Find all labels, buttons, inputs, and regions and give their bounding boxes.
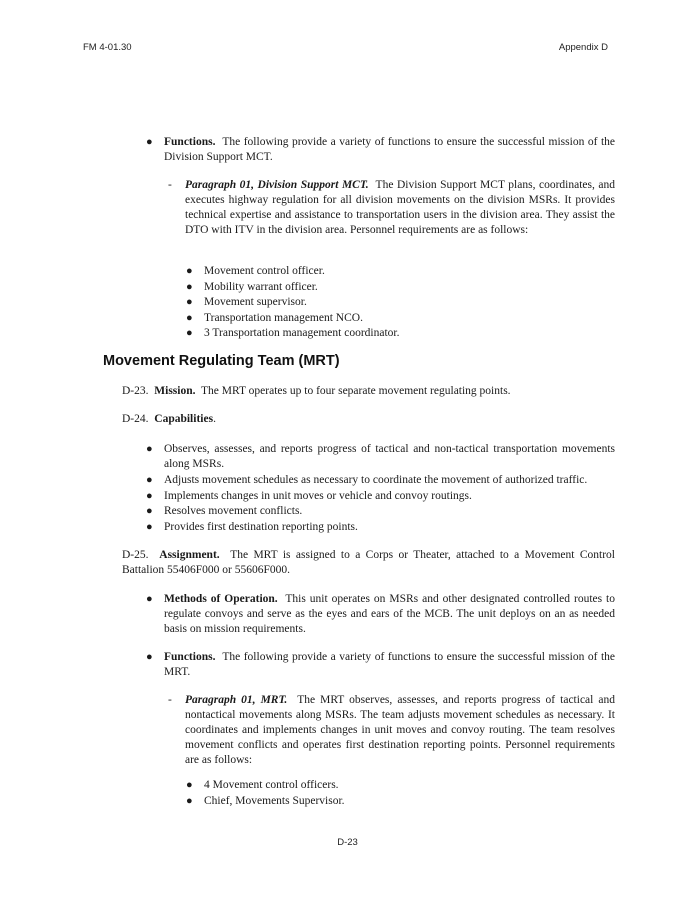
assignment-text: The MRT is assigned to a Corps or Theater, attached to a Movement Control Battalion 55406F000 or 55606F000. [122,549,615,576]
list-item: Observes, assesses, and reports progress of tactical and non-tactical transportation movements along MSRs. [164,443,615,470]
mission-label: Mission. [154,385,196,397]
list-item: 3 Transportation management coordinator. [204,327,400,339]
bullet-icon: ● [186,281,193,293]
paragraph-number: D-23. [122,385,149,397]
assignment-label: Assignment. [159,549,220,561]
bullet-icon: ● [186,312,193,324]
functions-paragraph-2 [164,650,615,680]
list-item: Adjusts movement schedules as necessary to coordinate the movement of authorized traffic. [164,474,588,486]
functions-paragraph-1 [164,135,615,165]
paragraph-d23 [122,384,622,399]
list-item: Resolves movement conflicts. [164,505,303,517]
list-item: Provides first destination reporting points. [164,521,358,533]
capabilities-label: Capabilities [154,413,214,425]
functions-text: The following provide a variety of functions to ensure the successful mission of the Division Support MCT. [164,136,616,163]
paragraph-01-mrt [185,693,615,768]
functions-label: Functions. [164,651,216,663]
list-item: Transportation management NCO. [204,312,363,324]
paragraph-d25 [122,548,615,578]
bullet-icon: ● [186,296,193,308]
list-item: 4 Movement control officers. [204,779,339,791]
functions-label: Functions. [164,136,216,148]
list-item: Implements changes in unit moves or vehicle and convoy routings. [164,490,472,502]
section-heading: Movement Regulating Team (MRT) [103,353,340,369]
mission-text: The MRT operates up to four separate movement regulating points. [201,385,511,397]
paragraph-text: The MRT observes, assesses, and reports progress of tactical and nontactical movements along MSRs. The team adjusts movement schedules as necessary. It coordinates and implements changes in unit moves and convoy routing. The team resolves movement conflicts and operates first destination reporting points. Personnel requirements are as follows: [185,694,615,766]
methods-text: This unit operates on MSRs and other designated controlled routes to regulate convoys and serve as the eyes and ears of the MCB. The unit deploys on an as needed basis on mission requirements. [164,593,615,635]
paragraph-number: D-24. [122,413,149,425]
dash-icon: - [168,179,172,191]
running-header-right: Appendix D [558,42,608,53]
bullet-icon: ● [146,593,153,605]
list-item: Movement control officer. [204,265,325,277]
bullet-icon: ● [186,779,193,791]
bullet-icon: ● [146,136,153,148]
bullet-icon: ● [146,521,153,533]
paragraph-number: D-25. [122,549,149,561]
bullet-icon: ● [146,651,153,663]
functions-text: The following provide a variety of functions to ensure the successful mission of the MRT. [164,651,616,678]
bullet-icon: ● [186,795,193,807]
bullet-icon: ● [146,505,153,517]
list-item: Chief, Movements Supervisor. [204,795,345,807]
running-header-left: FM 4-01.30 [83,42,132,53]
bullet-icon: ● [146,443,153,455]
list-item: Movement supervisor. [204,296,307,308]
bullet-icon: ● [186,327,193,339]
methods-of-operation [164,592,615,637]
bullet-icon: ● [146,490,153,502]
dash-icon: - [168,694,172,706]
bullet-icon: ● [146,474,153,486]
paragraph-d24 [122,412,422,427]
paragraph-text: The Division Support MCT plans, coordinates, and executes highway regulation for all division movements on the division MSRs. It provides technical expertise and assistance to transportation users in the division area. They assist the DTO with ITV in the division area. Personnel requirements are as follows: [185,179,615,236]
paragraph-label: Paragraph 01, MRT. [185,694,288,706]
capabilities-suffix: . [213,413,216,425]
page-number: D-23 [337,837,358,848]
methods-label: Methods of Operation. [164,593,278,605]
paragraph-label: Paragraph 01, Division Support MCT. [185,179,369,191]
paragraph-01-division-support-mct [185,178,615,238]
list-item: Mobility warrant officer. [204,281,318,293]
bullet-icon: ● [186,265,193,277]
